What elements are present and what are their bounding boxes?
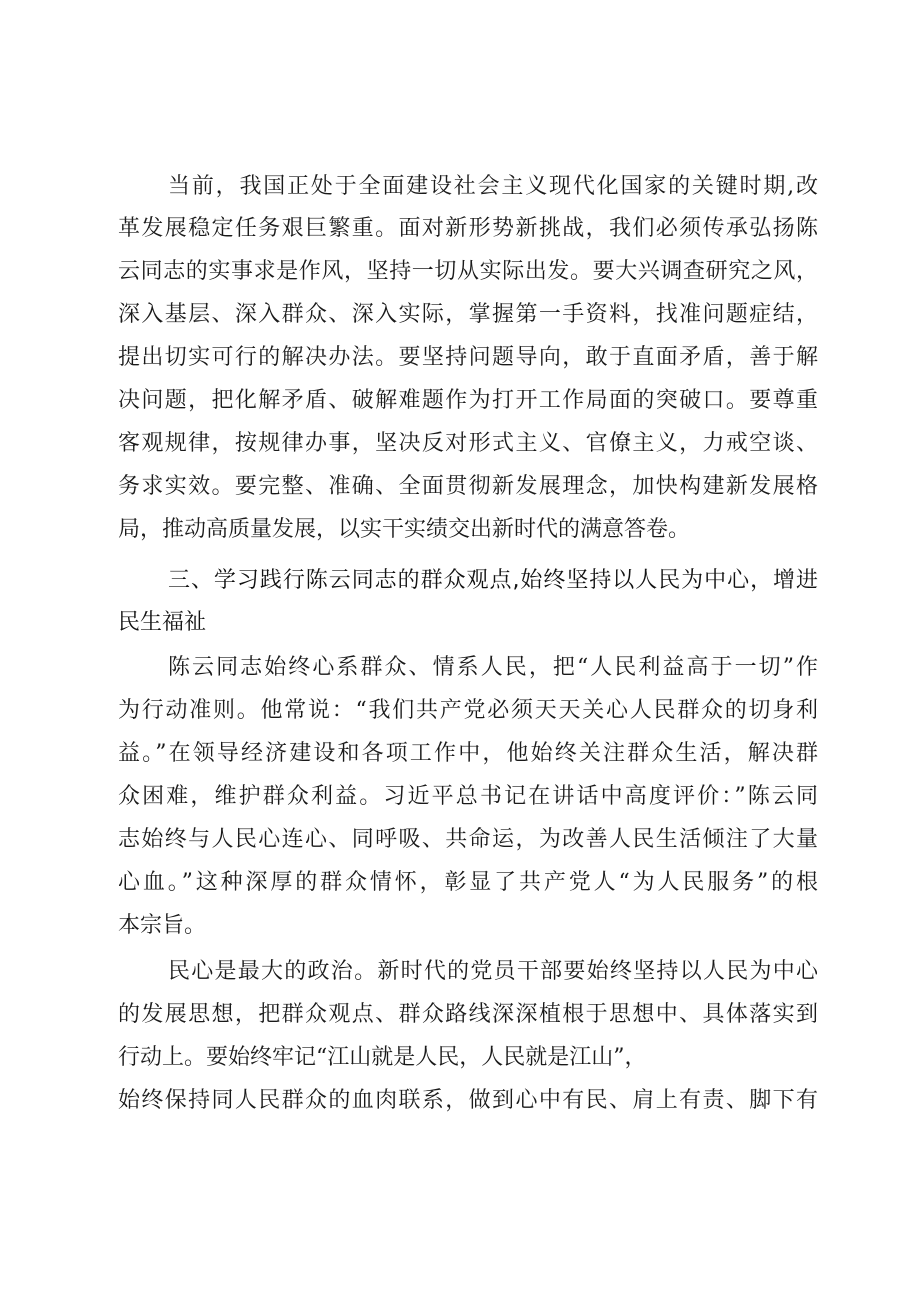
paragraph-line: 民心是最大的政治。新时代的党员干部要始终坚持以人民为中心 — [168, 959, 818, 984]
paragraph-line: 志始终与人民心连心、同呼吸、共命运，为改善人民生活倾注了大量 — [118, 827, 818, 852]
paragraph-line: 决问题，把化解矛盾、破解难题作为打开工作局面的突破口。要尊重 — [118, 388, 818, 413]
paragraph-line: 提出切实可行的解决办法。要坚持问题导向，敢于直面矛盾，善于解 — [118, 345, 818, 370]
paragraph-line: 的发展思想，把群众观点、群众路线深深植根于思想中、具体落实到 — [118, 1002, 818, 1027]
paragraph-line: 为行动准则。他常说：“我们共产党必须天天关心人民群众的切身利 — [118, 698, 818, 723]
section-heading: 民生福祉 — [118, 610, 207, 635]
paragraph-line: 始终保持同人民群众的血肉联系，做到心中有民、肩上有责、脚下有 — [118, 1088, 818, 1113]
paragraph-line: 深入基层、深入群众、深入实际，掌握第一手资料，找准问题症结， — [118, 302, 818, 327]
paragraph-line: 众困难，维护群众利益。习近平总书记在讲话中高度评价：”陈云同 — [118, 784, 818, 809]
paragraph-line: 心血。”这种深厚的群众情怀，彰显了共产党人“为人民服务”的根 — [118, 870, 818, 895]
paragraph-line: 云同志的实事求是作风，坚持一切从实际出发。要大兴调查研究之风， — [118, 259, 818, 284]
paragraph-line: 革发展稳定任务艰巨繁重。面对新形势新挑战，我们必须传承弘扬陈 — [118, 216, 818, 241]
paragraph-line: 当前，我国正处于全面建设社会主义现代化国家的关键时期,改 — [168, 174, 818, 199]
paragraph-line: 行动上。要始终牢记“江山就是人民，人民就是江山”， — [118, 1045, 647, 1070]
section-heading: 三、学习践行陈云同志的群众观点,始终坚持以人民为中心，增进 — [168, 568, 818, 593]
paragraph-line: 务求实效。要完整、准确、全面贯彻新发展理念，加快构建新发展格 — [118, 474, 818, 499]
paragraph-line: 陈云同志始终心系群众、情系人民，把“人民利益高于一切”作 — [168, 655, 818, 680]
paragraph-line: 客观规律，按规律办事，坚决反对形式主义、官僚主义，力戒空谈、 — [118, 431, 818, 456]
paragraph-line: 本宗旨。 — [118, 913, 207, 938]
paragraph-line: 益。”在领导经济建设和各项工作中，他始终关注群众生活，解决群 — [118, 741, 818, 766]
paragraph-line: 局，推动高质量发展，以实干实绩交出新时代的满意答卷。 — [118, 517, 691, 542]
